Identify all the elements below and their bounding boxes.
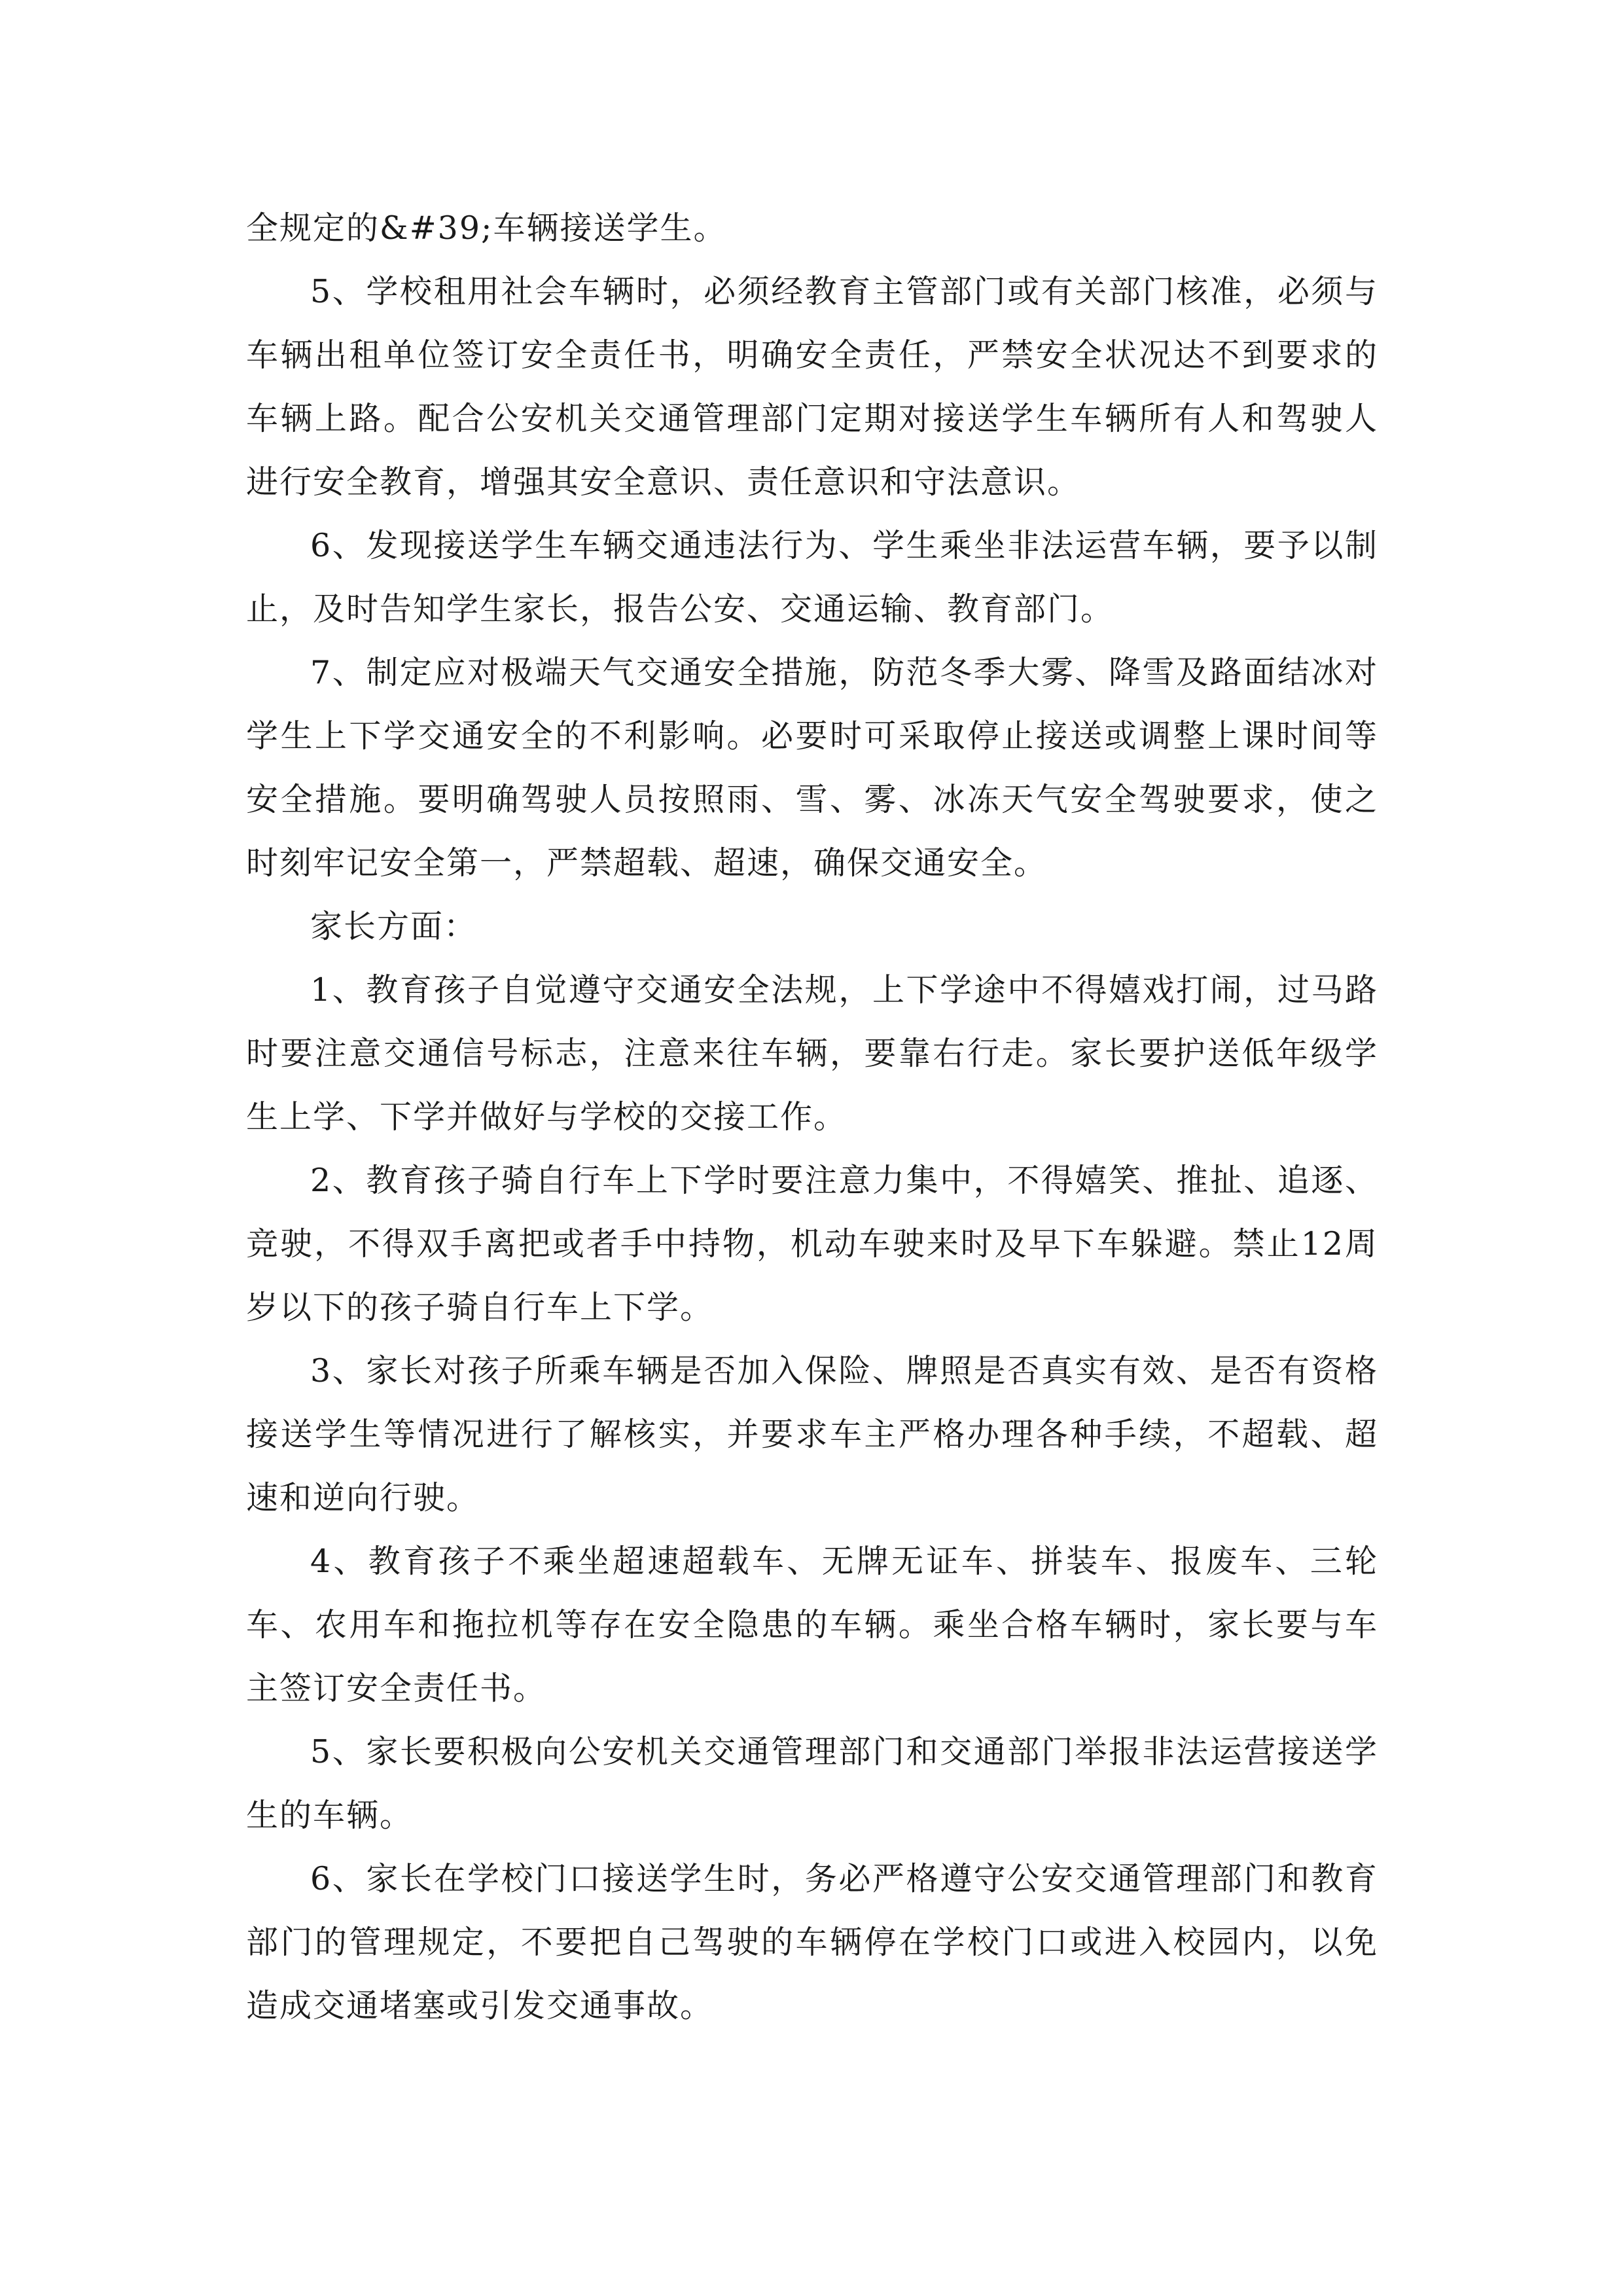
parent-item-1: 1、教育孩子自觉遵守交通安全法规，上下学途中不得嬉戏打闹，过马路时要注意交通信号标志，注意来往车辆，要靠右行走。家长要护送低年级学生上学、下学并做好与学校的交接工作。 — [246, 971, 1378, 1136]
school-item-6: 6、发现接送学生车辆交通违法行为、学生乘坐非法运营车辆，要予以制止，及时告知学生家长，报告公安、交通运输、教育部门。 — [246, 527, 1378, 628]
parent-item-2: 2、教育孩子骑自行车上下学时要注意力集中，不得嬉笑、推扯、追逐、竞驶，不得双手离把或者手中持物，机动车驶来时及早下车躲避。禁止12周岁以下的孩子骑自行车上下学。 — [246, 1162, 1378, 1326]
parent-item-5: 5、家长要积极向公安机关交通管理部门和交通部门举报非法运营接送学生的车辆。 — [246, 1733, 1378, 1834]
school-item-5: 5、学校租用社会车辆时，必须经教育主管部门或有关部门核准，必须与车辆出租单位签订安全责任书，明确安全责任，严禁安全状况达不到要求的车辆上路。配合公安机关交通管理部门定期对接送学生车辆所有人和驾驶人进行安全教育，增强其安全意识、责任意识和守法意识。 — [246, 273, 1378, 501]
parents-section-heading: 家长方面： — [310, 908, 478, 945]
paragraph-continuation: 全规定的&#39;车辆接送学生。 — [246, 209, 727, 247]
school-item-7: 7、制定应对极端天气交通安全措施，防范冬季大雾、降雪及路面结冰对学生上下学交通安全的不利影响。必要时可采取停止接送或调整上课时间等安全措施。要明确驾驶人员按照雨、雪、雾、冰冻天气安全驾驶要求，使之时刻牢记安全第一，严禁超载、超速，确保交通安全。 — [246, 654, 1378, 882]
document-body — [246, 196, 1378, 2037]
parent-item-6: 6、家长在学校门口接送学生时，务必严格遵守公安交通管理部门和教育部门的管理规定，不要把自己驾驶的车辆停在学校门口或进入校园内，以免造成交通堵塞或引发交通事故。 — [246, 1860, 1378, 2024]
parent-item-3: 3、家长对孩子所乘车辆是否加入保险、牌照是否真实有效、是否有资格接送学生等情况进行了解核实，并要求车主严格办理各种手续，不超载、超速和逆向行驶。 — [246, 1352, 1378, 1516]
parent-item-4: 4、教育孩子不乘坐超速超载车、无牌无证车、拼装车、报废车、三轮车、农用车和拖拉机等存在安全隐患的车辆。乘坐合格车辆时，家长要与车主签订安全责任书。 — [246, 1543, 1378, 1707]
